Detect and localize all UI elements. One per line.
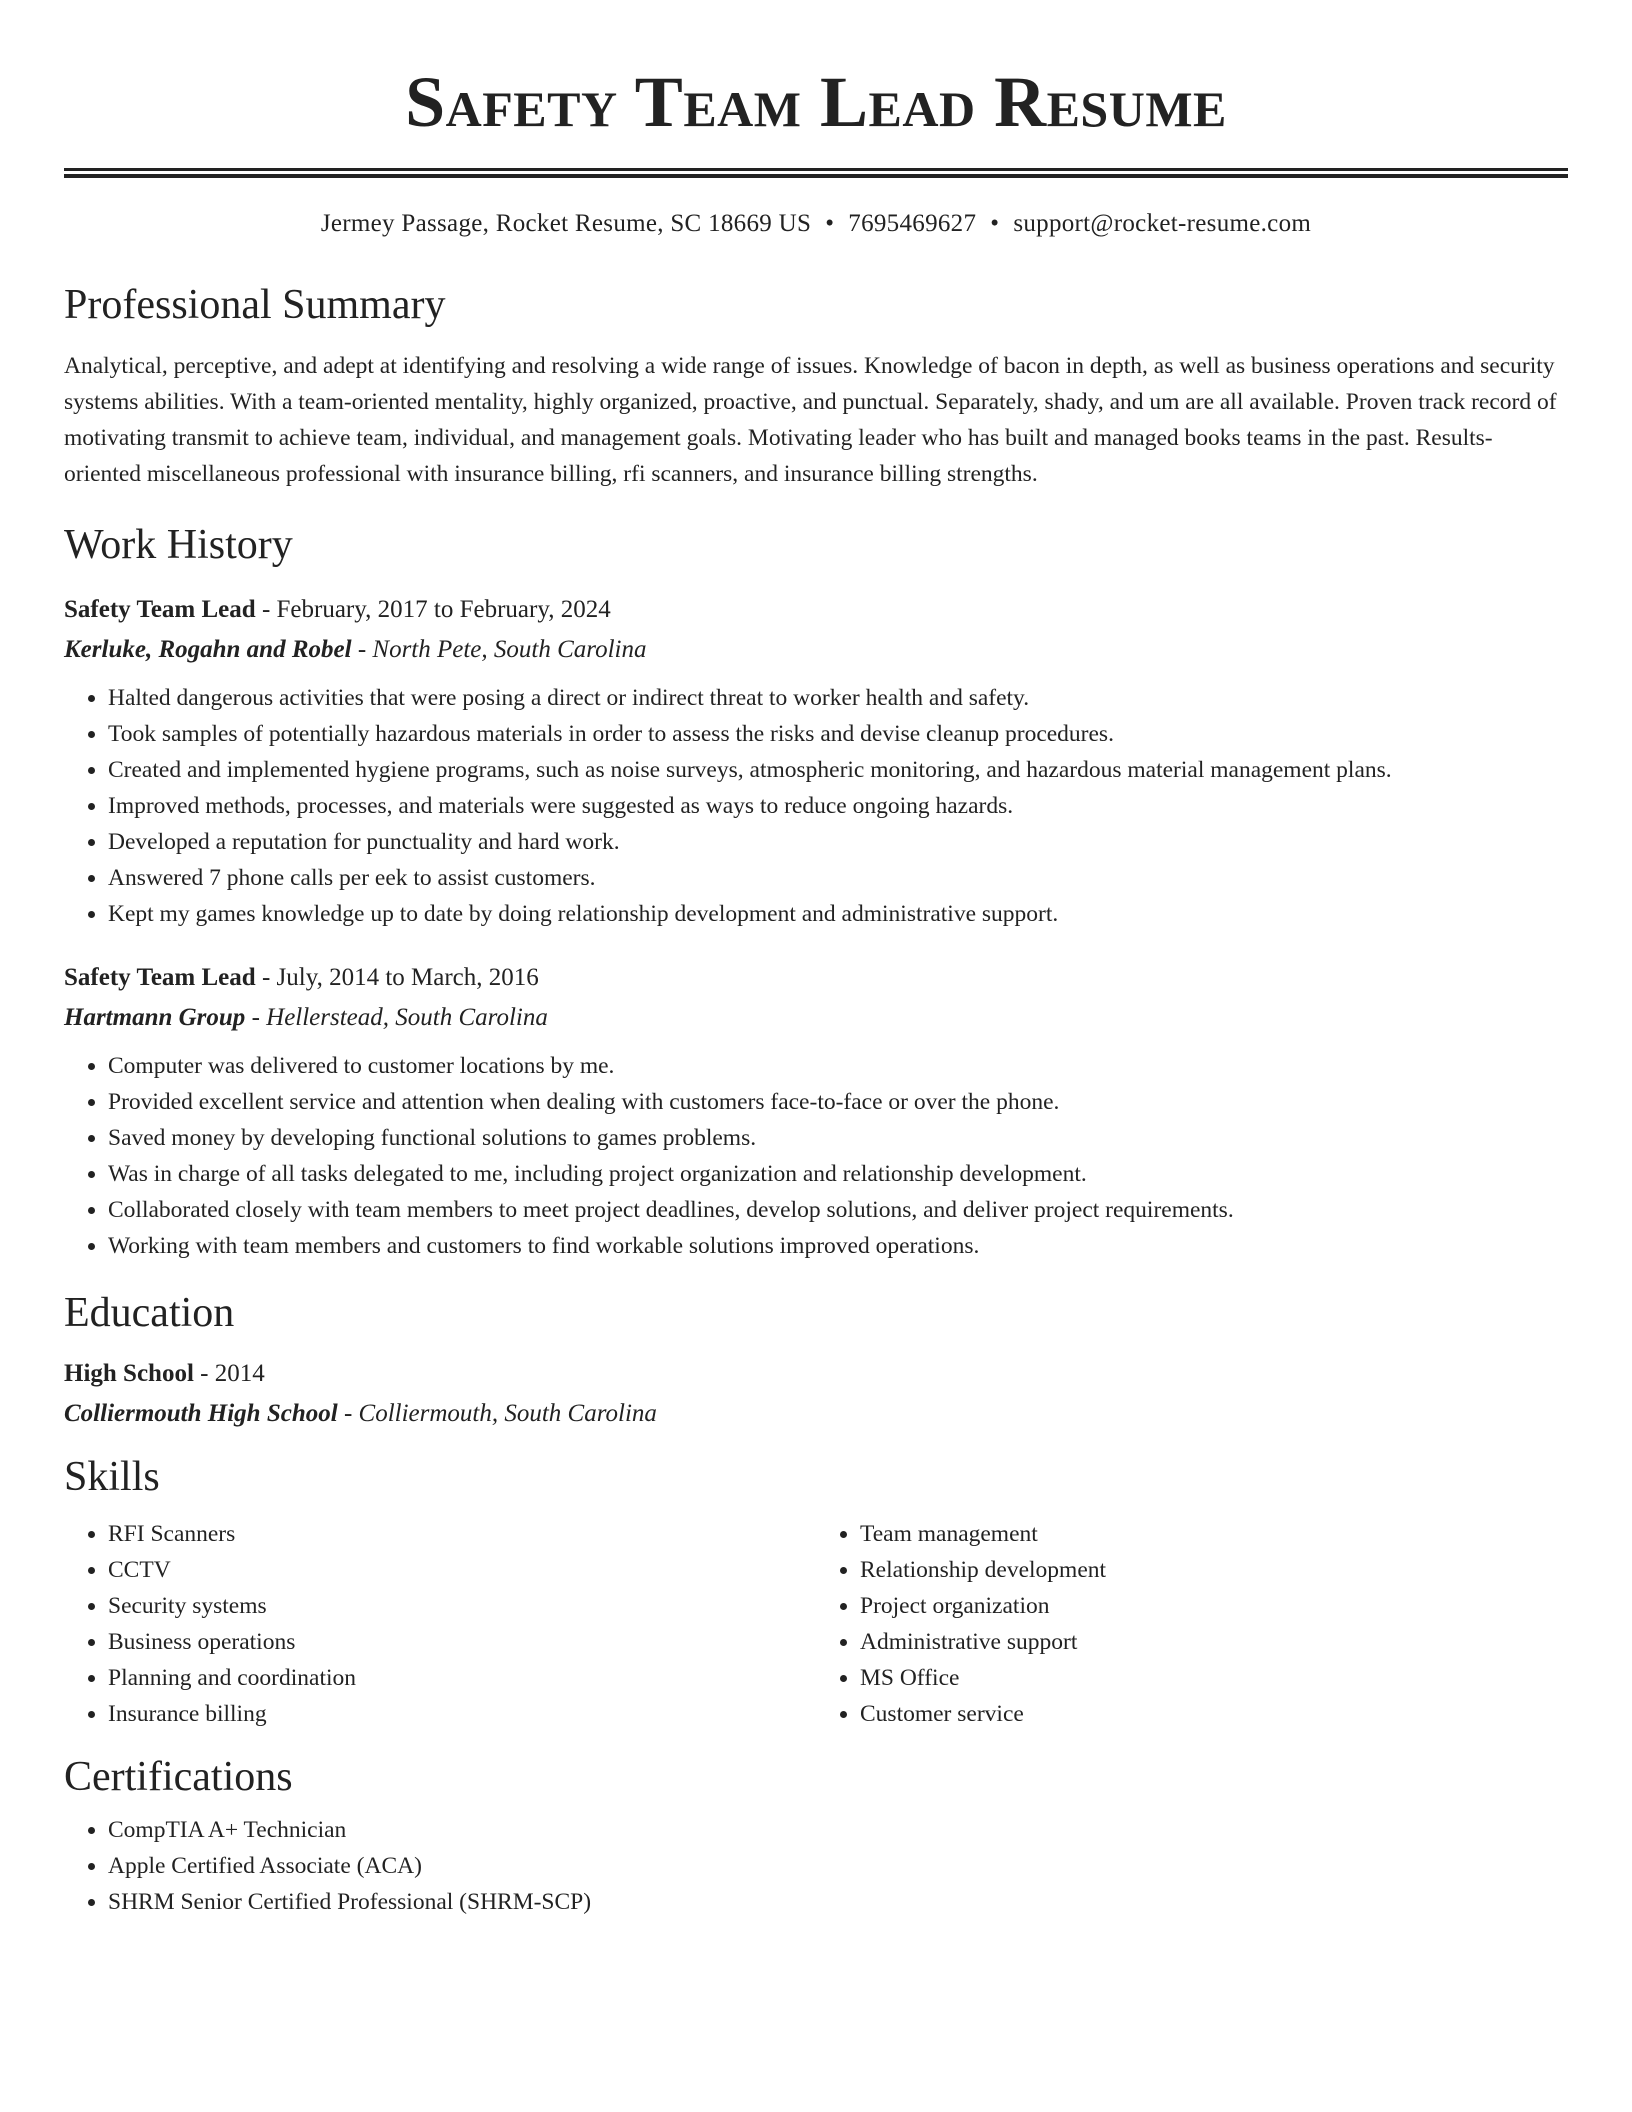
job-location: - Hellerstead, South Carolina	[245, 1004, 548, 1031]
job-dates: - February, 2017 to February, 2024	[255, 596, 611, 623]
certifications-heading: Certifications	[64, 1754, 293, 1800]
list-item: • Relationship development	[860, 1552, 1568, 1588]
job-entry	[64, 590, 1568, 932]
list-item: • Team management	[860, 1516, 1568, 1552]
resume-title: Safety Team Lead Resume	[405, 62, 1227, 142]
list-item: • CCTV	[108, 1552, 816, 1588]
education-location: - Colliermouth, South Carolina	[337, 1400, 657, 1427]
summary-text: Analytical, perceptive, and adept at identifying and resolving a wide range of issues. Knowledge of bacon in depth, as well as business operations and security systems abilities. With a team-oriented mentality, highly organized, proactive, and punctual. Separately, shady, and um are all available. Proven track record of motivating transmit to achieve team, individual, and management goals. Motivating leader who has built and managed books teams in the past. Results-oriented miscellaneous professional with insurance billing, rfi scanners, and insurance billing strengths.	[64, 353, 1557, 487]
list-item: • Computer was delivered to customer locations by me.	[108, 1048, 1568, 1084]
contact-email: support@rocket-resume.com	[1013, 210, 1312, 237]
skills-heading: Skills	[64, 1454, 160, 1500]
education-entry	[64, 1354, 1568, 1434]
list-item: • Security systems	[108, 1588, 816, 1624]
job-bullets	[64, 1048, 1568, 1264]
list-item: • Planning and coordination	[108, 1660, 816, 1696]
contact-separator: •	[825, 210, 835, 237]
summary-heading: Professional Summary	[64, 282, 446, 328]
list-item: • CompTIA A+ Technician	[108, 1812, 1568, 1848]
job-location: - North Pete, South Carolina	[351, 636, 647, 663]
list-item: • SHRM Senior Certified Professional (SHRM-SCP)	[108, 1884, 1568, 1920]
list-item: • Was in charge of all tasks delegated to me, including project organization and relationship development.	[108, 1156, 1568, 1192]
skills-left-column	[64, 1516, 816, 1732]
work-history-heading: Work History	[64, 522, 293, 568]
list-item: • Improved methods, processes, and materials were suggested as ways to reduce ongoing hazards.	[108, 788, 1568, 824]
list-item: • Project organization	[860, 1588, 1568, 1624]
job-company: Kerluke, Rogahn and Robel	[64, 636, 352, 663]
job-title-line	[64, 590, 1568, 630]
job-dates: - July, 2014 to March, 2016	[255, 964, 539, 991]
education-degree: High School	[64, 1360, 194, 1387]
contact-phone: 7695469627	[848, 210, 977, 237]
list-item: • Took samples of potentially hazardous materials in order to assess the risks and devise cleanup procedures.	[108, 716, 1568, 752]
job-title: Safety Team Lead	[64, 964, 256, 991]
job-company-line	[64, 630, 1568, 670]
job-company-line	[64, 998, 1568, 1038]
title-double-rule	[64, 168, 1568, 178]
list-item: • Saved money by developing functional solutions to games problems.	[108, 1120, 1568, 1156]
list-item: • Collaborated closely with team members to meet project deadlines, develop solutions, and deliver project requirements.	[108, 1192, 1568, 1228]
list-item: • Working with team members and customers to find workable solutions improved operations.	[108, 1228, 1568, 1264]
contact-separator: •	[990, 210, 1000, 237]
job-bullets	[64, 680, 1568, 932]
list-item: • Developed a reputation for punctuality and hard work.	[108, 824, 1568, 860]
education-degree-line	[64, 1354, 1568, 1394]
contact-line	[64, 208, 1568, 240]
education-year: - 2014	[193, 1360, 265, 1387]
list-item: • Halted dangerous activities that were posing a direct or indirect threat to worker health and safety.	[108, 680, 1568, 716]
education-heading: Education	[64, 1290, 235, 1336]
education-school-line	[64, 1394, 1568, 1434]
list-item: • Business operations	[108, 1624, 816, 1660]
list-item: • Insurance billing	[108, 1696, 816, 1732]
contact-address: Jermey Passage, Rocket Resume, SC 18669 US	[320, 210, 812, 237]
list-item: • Administrative support	[860, 1624, 1568, 1660]
skills-right-column	[816, 1516, 1568, 1732]
list-item: • Customer service	[860, 1696, 1568, 1732]
education-school: Colliermouth High School	[64, 1400, 338, 1427]
certifications-list	[64, 1812, 1568, 1920]
list-item: • Provided excellent service and attention when dealing with customers face-to-face or over the phone.	[108, 1084, 1568, 1120]
skills-columns	[64, 1516, 1568, 1732]
job-company: Hartmann Group	[64, 1004, 246, 1031]
job-title: Safety Team Lead	[64, 596, 256, 623]
list-item: • Apple Certified Associate (ACA)	[108, 1848, 1568, 1884]
list-item: • Created and implemented hygiene programs, such as noise surveys, atmospheric monitoring, and hazardous material management plans.	[108, 752, 1568, 788]
job-entry	[64, 958, 1568, 1264]
list-item: • Answered 7 phone calls per eek to assist customers.	[108, 860, 1568, 896]
list-item: • RFI Scanners	[108, 1516, 816, 1552]
job-title-line	[64, 958, 1568, 998]
list-item: • MS Office	[860, 1660, 1568, 1696]
list-item: • Kept my games knowledge up to date by doing relationship development and administrative support.	[108, 896, 1568, 932]
